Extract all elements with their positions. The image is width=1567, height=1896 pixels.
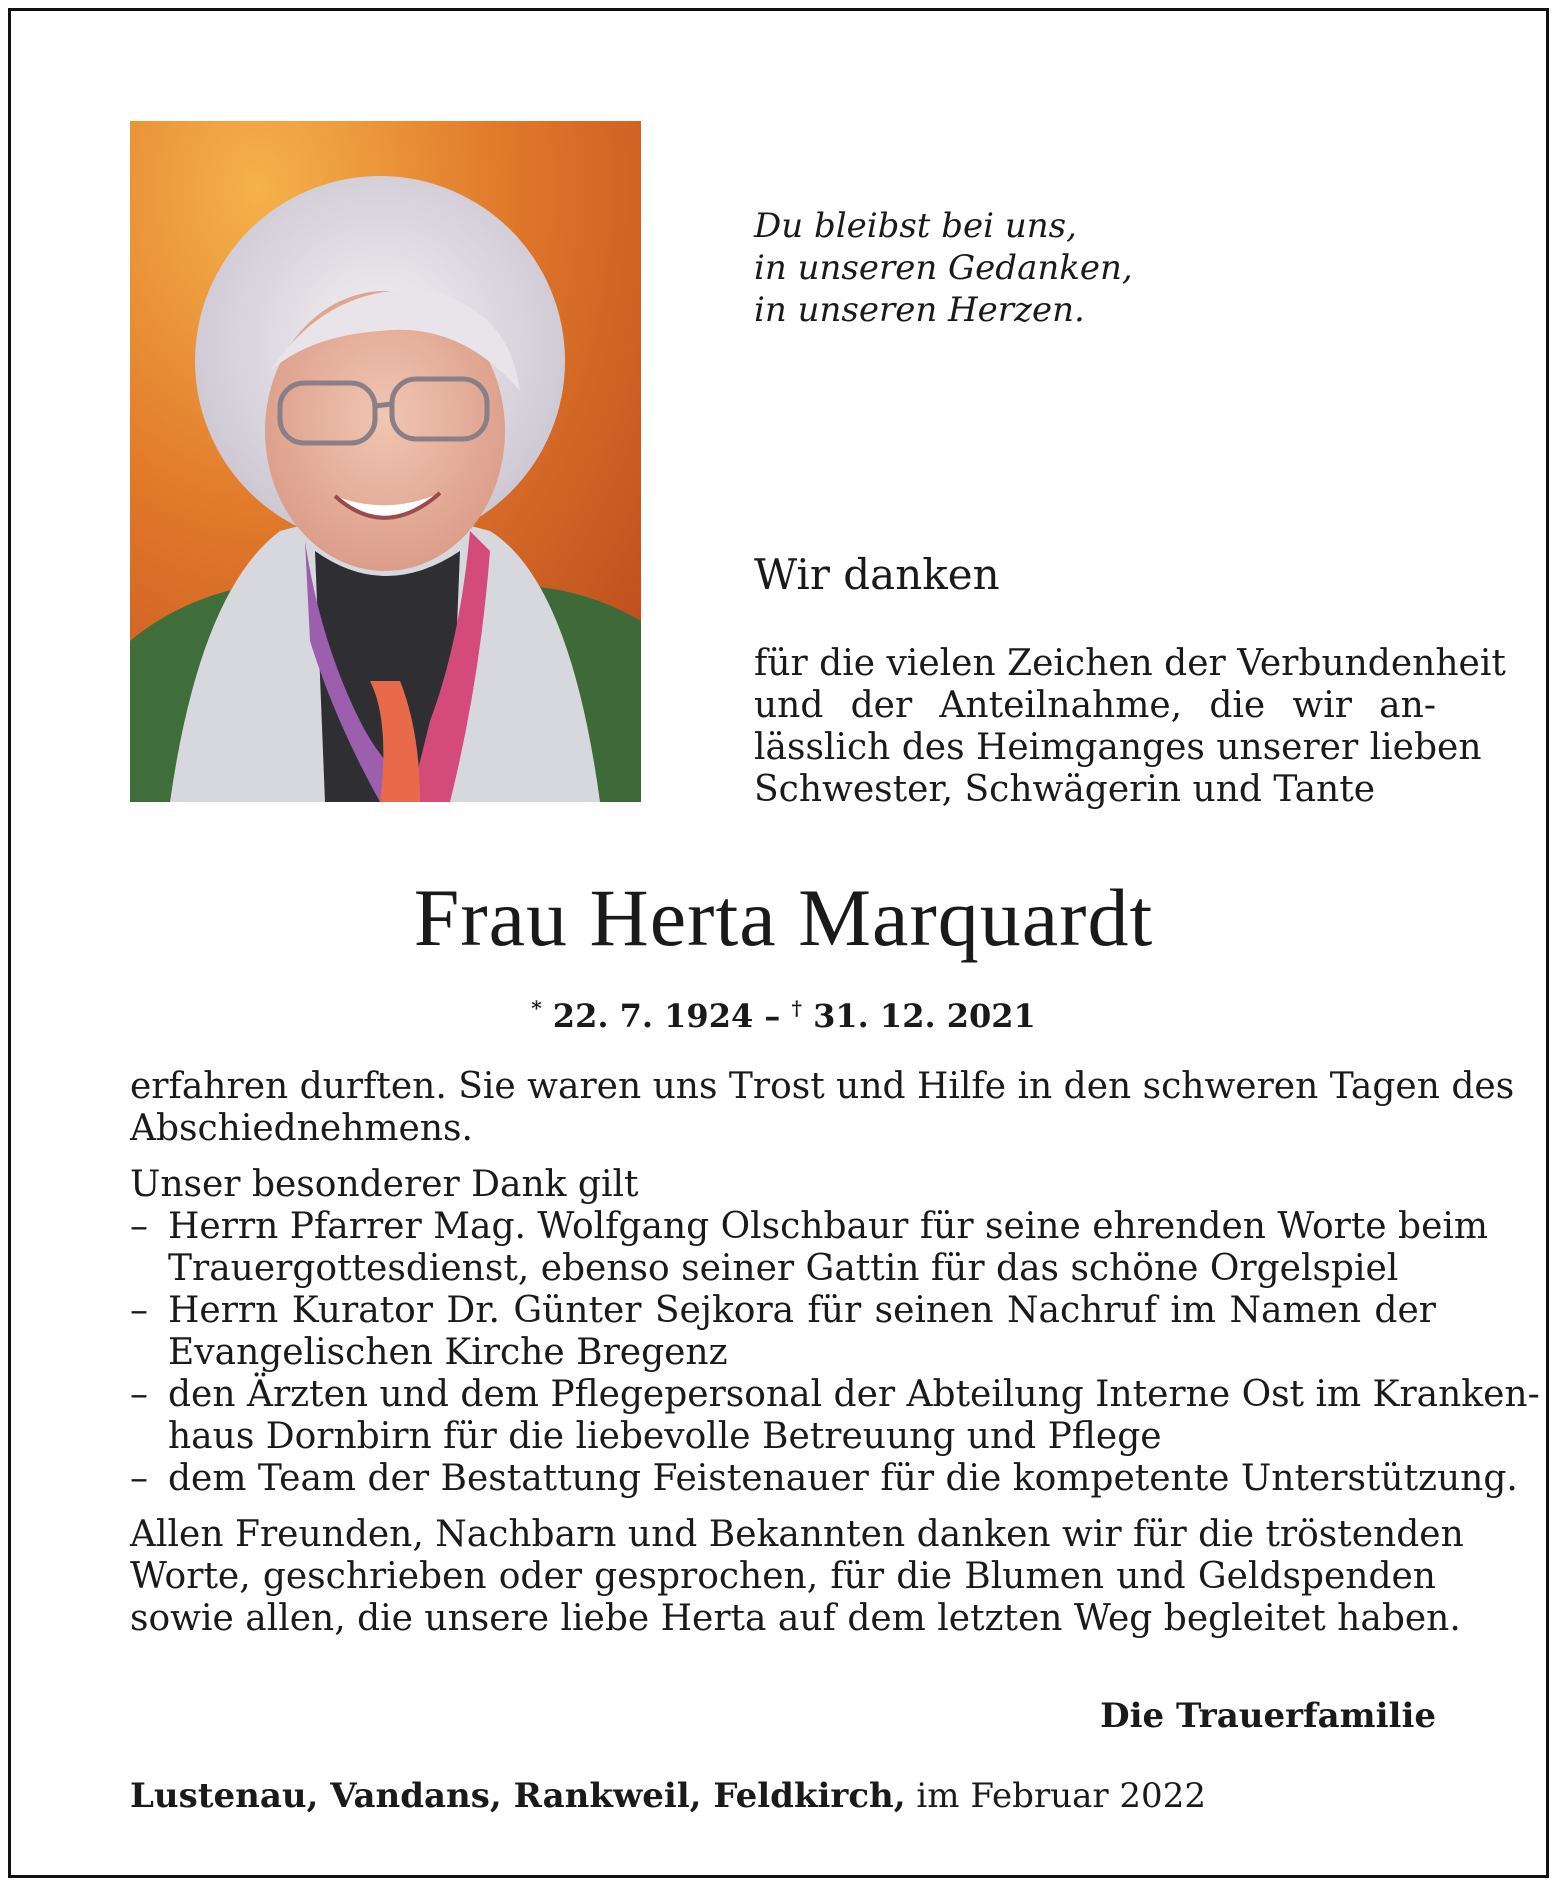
special-thanks-heading: Unser besonderer Dank gilt <box>130 1164 639 1205</box>
list-line: dem Team der Bestattung Feistenauer für die kompetente Unterstützung. <box>168 1458 1518 1499</box>
deceased-name: Frau Herta Marquardt <box>413 872 1154 963</box>
birth-date: 22. 7. 1924 <box>552 997 754 1035</box>
body-line: Allen Freunden, Nachbarn und Bekannten danken wir für die tröstenden <box>130 1514 1464 1555</box>
signature: Die Trauerfamilie <box>1100 1696 1436 1736</box>
list-line: haus Dornbirn für die liebevolle Betreuung und Pflege <box>168 1416 1162 1457</box>
list-item <box>130 1458 1518 1500</box>
body-line: Abschiednehmens. <box>130 1108 473 1149</box>
quote-line: in unseren Gedanken, <box>754 248 1133 288</box>
footer-places: Lustenau, Vandans, Rankweil, Feldkirch, <box>130 1776 906 1816</box>
list-line: Herrn Kurator Dr. Günter Sejkora für seinen Nachruf im Namen der <box>168 1290 1436 1331</box>
memorial-quote <box>754 205 1254 331</box>
intro-line: lässlich des Heimganges unserer lieben <box>754 727 1482 768</box>
list-dash: – <box>130 1458 148 1499</box>
special-thanks-list <box>130 1206 1540 1500</box>
body-text <box>130 1066 1540 1654</box>
body-line: Worte, geschrieben oder gesprochen, für die Blumen und Geldspenden <box>130 1556 1436 1597</box>
thanks-heading: Wir danken <box>754 550 1000 599</box>
death-date: 31. 12. 2021 <box>813 997 1036 1035</box>
portrait-photo <box>130 121 641 802</box>
footer-date: im Februar 2022 <box>916 1776 1206 1816</box>
list-item <box>130 1374 1540 1458</box>
footer-place-date <box>130 1775 1206 1817</box>
list-line: Herrn Pfarrer Mag. Wolfgang Olschbaur für seine ehrenden Worte beim <box>168 1206 1489 1247</box>
date-separator: – <box>764 997 781 1035</box>
list-line: den Ärzten und dem Pflegepersonal der Abteilung Interne Ost im Kranken- <box>168 1374 1540 1415</box>
list-item <box>130 1290 1436 1374</box>
list-dash: – <box>130 1374 148 1415</box>
body-line: sowie allen, die unsere liebe Herta auf dem letzten Weg begleitet haben. <box>130 1598 1461 1639</box>
list-item <box>130 1206 1489 1290</box>
intro-line: Schwester, Schwägerin und Tante <box>754 769 1375 810</box>
list-line: Evangelischen Kirche Bregenz <box>168 1332 728 1373</box>
body-line: erfahren durften. Sie waren uns Trost und Hilfe in den schweren Tagen des <box>130 1066 1515 1107</box>
list-line: Trauergottesdienst, ebenso seiner Gattin für das schöne Orgelspiel <box>168 1248 1399 1289</box>
died-symbol: † <box>791 996 802 1020</box>
life-dates <box>0 988 1567 1036</box>
list-dash: – <box>130 1206 148 1247</box>
intro-line: für die vielen Zeichen der Verbundenheit <box>754 643 1506 684</box>
quote-line: Du bleibst bei uns, <box>754 206 1077 246</box>
thanks-intro <box>754 643 1506 811</box>
list-dash: – <box>130 1290 148 1331</box>
born-symbol: * <box>531 996 542 1020</box>
intro-line: und der Anteilnahme, die wir an- <box>754 685 1436 726</box>
quote-line: in unseren Herzen. <box>754 290 1085 330</box>
